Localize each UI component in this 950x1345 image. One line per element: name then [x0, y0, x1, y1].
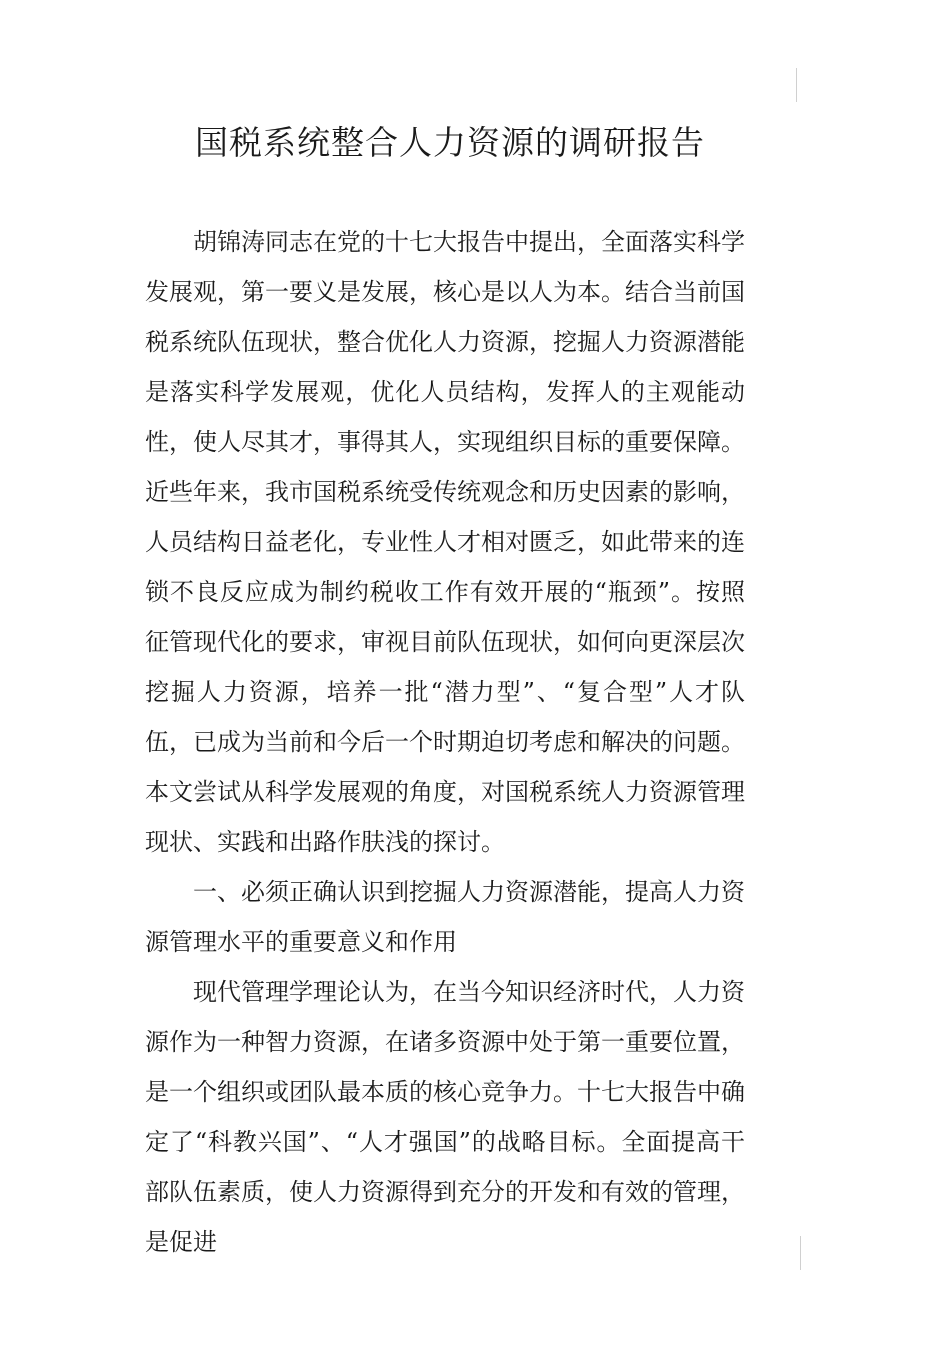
document-title: 国税系统整合人力资源的调研报告: [195, 123, 705, 162]
section-heading-1: 一、必须正确认识到挖掘人力资源潜能，提高人力资源管理水平的重要意义和作用: [145, 878, 745, 956]
page-corner-mark: [796, 68, 797, 102]
paragraph-intro: 胡锦涛同志在党的十七大报告中提出，全面落实科学发展观，第一要义是发展，核心是以人为本。结合当前国税系统队伍现状，整合优化人力资源，挖掘人力资源潜能是落实科学发展观，优化人员结构，发挥人的主观能动性，使人尽其才，事得其人，实现组织目标的重要保障。近些年来，我市国税系统受传统观念和历史因素的影响，人员结构日益老化，专业性人才相对匮乏，如此带来的连锁不良反应成为制约税收工作有效开展的“瓶颈”。按照征管现代化的要求，审视目前队伍现状，如何向更深层次挖掘人力资源，培养一批“潜力型”、“复合型”人才队伍，已成为当前和今后一个时期迫切考虑和解决的问题。本文尝试从科学发展观的角度，对国税系统人力资源管理现状、实践和出路作肤浅的探讨。: [145, 228, 745, 856]
page-corner-mark: [800, 1236, 801, 1270]
document-body: [145, 217, 745, 1267]
paragraph-section-1: 现代管理学理论认为，在当今知识经济时代，人力资源作为一种智力资源，在诸多资源中处于第一重要位置，是一个组织或团队最本质的核心竞争力。十七大报告中确定了“科教兴国”、“人才强国”的战略目标。全面提高干部队伍素质，使人力资源得到充分的开发和有效的管理，是促进: [145, 978, 745, 1256]
